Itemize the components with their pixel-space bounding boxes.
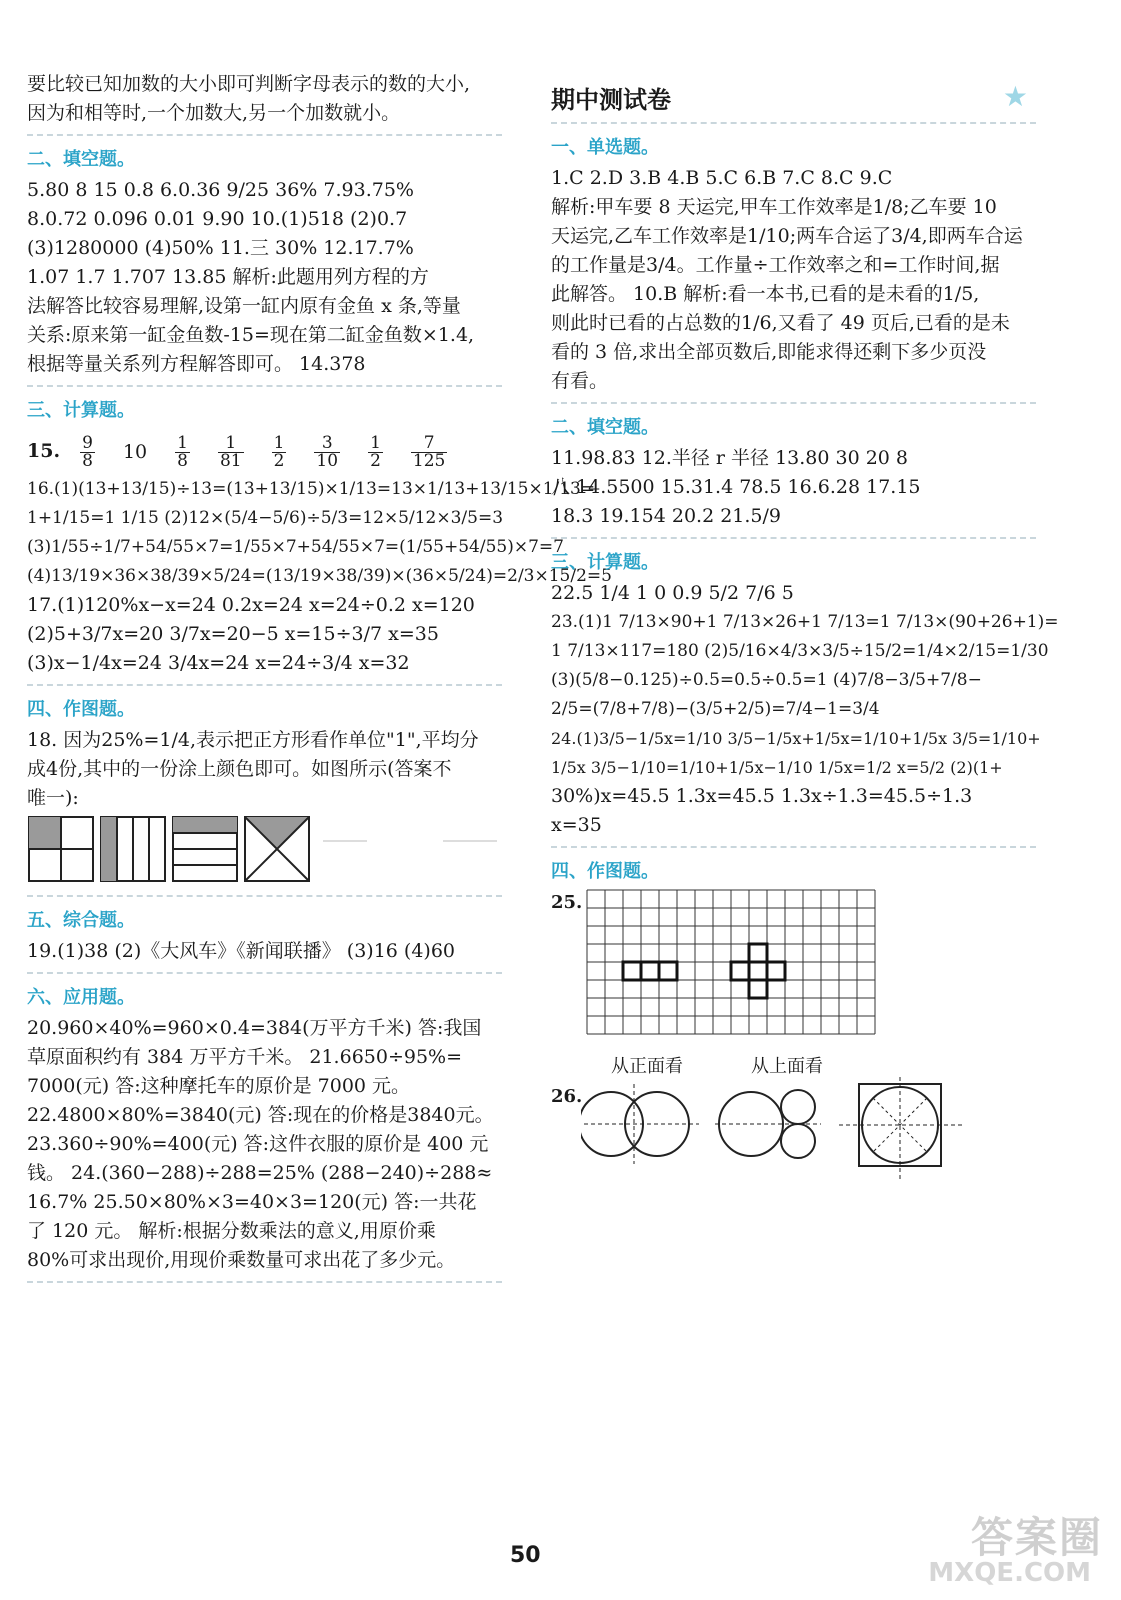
q24-line-2: 1/5x 3/5−1/10=1/10+1/5x−1/10 1/5x=1/2 x=5/2 (2)(1+ [551, 758, 1003, 777]
fill-right-line-1: 11.98.83 12.半径 r 半径 13.80 30 20 8 [551, 447, 909, 469]
q16-line-4: (4)13/19×36×38/39×5/24=(13/19×38/39)×(36×5/24)=2/3×15/2=5 [27, 566, 612, 586]
intro-line-1: 要比较已知加数的大小即可判断字母表示的数的大小, [27, 73, 471, 95]
section-heading-fill-right: 二、填空题。 [551, 417, 659, 438]
star-icon: ★ [1002, 80, 1028, 113]
numerator: 1 [177, 432, 188, 453]
q25-grid-figure [551, 888, 1036, 1052]
q23-line-4: 2/5=(7/8+7/8)−(3/5+2/5)=7/4−1=3/4 [551, 699, 880, 719]
q18-square-figures [27, 813, 502, 889]
q15-label: 15. [27, 440, 61, 462]
numerator: 7 [411, 435, 447, 453]
page-title: 期中测试卷 [551, 86, 671, 114]
shape-cell [749, 944, 767, 962]
q16-line-1: 16.(1)(13+13/15)÷13=(13+13/15)×1/13=13×1/13+13/15×1/13= [27, 479, 596, 499]
q15-answer [218, 432, 244, 471]
divider [551, 402, 1036, 404]
q24-line-3: 30%)x=45.5 1.3x=45.5 1.3x÷1.3=45.5÷1.3 [551, 785, 973, 807]
shape-cell [749, 962, 767, 980]
q25-label: 25. [551, 892, 583, 913]
q15-answer [175, 432, 190, 471]
watermark-logo: 答案圈 [970, 1513, 1103, 1562]
analysis-line-7: 有看。 [551, 370, 609, 392]
section-heading-fill: 二、填空题。 [27, 149, 135, 170]
analysis-line-3: 的工作量是3/4。工作量÷工作效率之和=工作时间,据 [551, 254, 1000, 276]
q18-line-3: 唯一): [27, 787, 79, 809]
right-column [551, 78, 1059, 1152]
app-line-5: 23.360÷90%=400(元) 答:这件衣服的原价是 400 元 [27, 1133, 489, 1155]
square-circle-view [839, 1074, 963, 1180]
numerator: 9 [82, 432, 93, 453]
divider [27, 972, 502, 974]
app-line-4: 22.4800×80%=3840(元) 答:现在的价格是3840元。 [27, 1104, 494, 1126]
divider [551, 537, 1036, 539]
q22-line: 22.5 1/4 1 0 0.9 5/2 7/6 5 [551, 582, 794, 604]
watermark-url: MXQE.COM [928, 1558, 1091, 1588]
q25-grid-svg [585, 888, 885, 1048]
analysis-line-4: 此解答。 10.B 解析:看一本书,已看的是未看的1/5, [551, 283, 980, 305]
q17-line-1: 17.(1)120%x−x=24 0.2x=24 x=24÷0.2 x=120 [27, 594, 475, 616]
section-heading-application: 六、应用题。 [27, 987, 135, 1008]
q15-answer [314, 432, 340, 471]
q15-answer [368, 432, 383, 471]
section-heading-draw-right: 四、作图题。 [551, 861, 659, 882]
shape-cell [659, 962, 677, 980]
app-line-6: 钱。 24.(360−288)÷288=25% (288−240)÷288≈ [27, 1162, 493, 1184]
numerator: 1 [218, 435, 244, 453]
shape-cell [767, 962, 785, 980]
q16-line-2: 1+1/15=1 1/15 (2)12×(5/4−5/6)÷5/3=12×5/12×3/5=3 [27, 508, 504, 528]
analysis-line-6: 看的 3 倍,求出全部页数后,即能求得还剩下多少页没 [551, 341, 987, 363]
app-line-8: 了 120 元。 解析:根据分数乘法的意义,用原价乘 [27, 1220, 436, 1242]
q24-line-1: 24.(1)3/5−1/5x=1/10 3/5−1/5x+1/5x=1/10+1/5x 3/5=1/10+ [551, 729, 1041, 748]
denominator: 2 [273, 450, 285, 471]
q18-figures-svg [27, 813, 502, 885]
section-heading-comprehensive: 五、综合题。 [27, 910, 135, 931]
square-horizontal-strips [173, 817, 237, 881]
divider [27, 684, 502, 686]
q15-fraction-list [66, 432, 461, 471]
denominator: 10 [316, 450, 339, 471]
page-number: 50 [510, 1543, 541, 1568]
numerator: 1 [370, 432, 381, 453]
shape-cell [641, 962, 659, 980]
q23-line-3: (3)(5/8−0.125)÷0.5=0.5÷0.5=1 (4)7/8−3/5+7/8− [551, 670, 982, 690]
q15-answer [272, 432, 287, 471]
intro-line-2: 因为和相等时,一个加数大,另一个加数就小。 [27, 102, 401, 124]
q26-label: 26. [551, 1086, 583, 1107]
analysis-line-2: 天运完,乙车工作效率是1/10;两车合运了3/4,即两车合运 [551, 225, 1023, 247]
divider [27, 385, 502, 387]
square-quarter-grid [29, 817, 93, 881]
fill-right-line-3: 18.3 19.154 20.2 21.5/9 [551, 505, 782, 527]
view-front-label: 从正面看 [611, 1056, 683, 1077]
fill-right-line-2: 八 14.5500 15.31.4 78.5 16.6.28 17.15 [551, 476, 921, 498]
numerator: 1 [273, 432, 285, 453]
shape-cell [731, 962, 749, 980]
divider [27, 134, 502, 136]
fill-line-1: 5.80 8 15 0.8 6.0.36 9/25 36% 7.93.75% [27, 179, 414, 201]
square-diagonals [245, 817, 309, 881]
q19-line: 19.(1)38 (2)《大风车》《新闻联播》 (3)16 (4)60 [27, 940, 456, 962]
q26-figures-svg [581, 1074, 1011, 1194]
fill-line-2: 8.0.72 0.096 0.01 9.90 10.(1)518 (2)0.7 [27, 208, 408, 230]
divider [551, 846, 1036, 848]
q17-line-3: (3)x−1/4x=24 3/4x=24 x=24÷3/4 x=32 [27, 652, 410, 674]
view-top-label: 从上面看 [751, 1056, 823, 1077]
divider [27, 895, 502, 897]
square-vertical-strips [101, 817, 165, 881]
shape-cell [749, 980, 767, 998]
q18-line-1: 18. 因为25%=1/4,表示把正方形看作单位"1",平均分 [27, 729, 479, 751]
q15-answer [411, 432, 447, 471]
q23-line-1: 23.(1)1 7/13×90+1 7/13×26+1 7/13=1 7/13×(90+26+1)= [551, 612, 1059, 632]
denominator: 2 [370, 450, 381, 471]
analysis-line-1: 解析:甲车要 8 天运完,甲车工作效率是1/8;乙车要 10 [551, 196, 997, 218]
q15-answers [27, 427, 502, 475]
denominator: 8 [177, 450, 188, 471]
q24-line-4: x=35 [551, 814, 602, 836]
app-line-9: 80%可求出现价,用现价乘数量可求出花了多少元。 [27, 1249, 456, 1271]
fill-line-7: 根据等量关系列方程解答即可。 14.378 [27, 353, 366, 375]
q17-line-2: (2)5+3/7x=20 3/7x=20−5 x=15÷3/7 x=35 [27, 623, 439, 645]
front-view-circles [581, 1084, 699, 1164]
title-bar [551, 78, 1036, 124]
fill-line-3: (3)1280000 (4)50% 11.三 30% 12.17.7% [27, 237, 414, 259]
choice-answers: 1.C 2.D 3.B 4.B 5.C 6.B 7.C 8.C 9.C [551, 167, 893, 189]
fill-line-5: 法解答比较容易理解,设第一缸内原有金鱼 x 条,等量 [27, 295, 461, 317]
app-line-7: 16.7% 25.50×80%×3=40×3=120(元) 答:一共花 [27, 1191, 477, 1213]
analysis-line-5: 则此时已看的占总数的1/6,又看了 49 页后,已看的是未 [551, 312, 1010, 334]
top-view-circles [715, 1090, 821, 1158]
section-heading-choice: 一、单选题。 [551, 137, 659, 158]
q16-line-3: (3)1/55÷1/7+54/55×7=1/55×7+54/55×7=(1/55+54/55)×7=7 [27, 537, 564, 557]
shape-cell [623, 962, 641, 980]
divider [27, 1281, 502, 1283]
q23-line-2: 1 7/13×117=180 (2)5/16×4/3×3/5÷15/2=1/4×2/15=1/30 [551, 641, 1049, 661]
section-heading-calc-right: 三、计算题。 [551, 552, 659, 573]
q15-answer [80, 432, 95, 471]
denominator: 81 [219, 450, 242, 471]
q18-line-2: 成4份,其中的一份涂上颜色即可。如图所示(答案不 [27, 758, 452, 780]
section-heading-calc: 三、计算题。 [27, 400, 135, 421]
q26-views [551, 1052, 1036, 1152]
app-line-3: 7000(元) 答:这种摩托车的原价是 7000 元。 [27, 1075, 411, 1097]
fill-line-6: 关系:原来第一缸金鱼数-15=现在第二缸金鱼数×1.4, [27, 324, 475, 346]
denominator: 125 [412, 450, 446, 471]
fill-line-4: 1.07 1.7 1.707 13.85 解析:此题用列方程的方 [27, 266, 429, 288]
app-line-1: 20.960×40%=960×0.4=384(万平方千米) 答:我国 [27, 1017, 482, 1039]
q15-answer: 10 [122, 441, 148, 463]
section-heading-draw: 四、作图题。 [27, 699, 135, 720]
app-line-2: 草原面积约有 384 万平方千米。 21.6650÷95%= [27, 1046, 463, 1068]
denominator: 8 [82, 450, 93, 471]
numerator: 3 [314, 435, 340, 453]
